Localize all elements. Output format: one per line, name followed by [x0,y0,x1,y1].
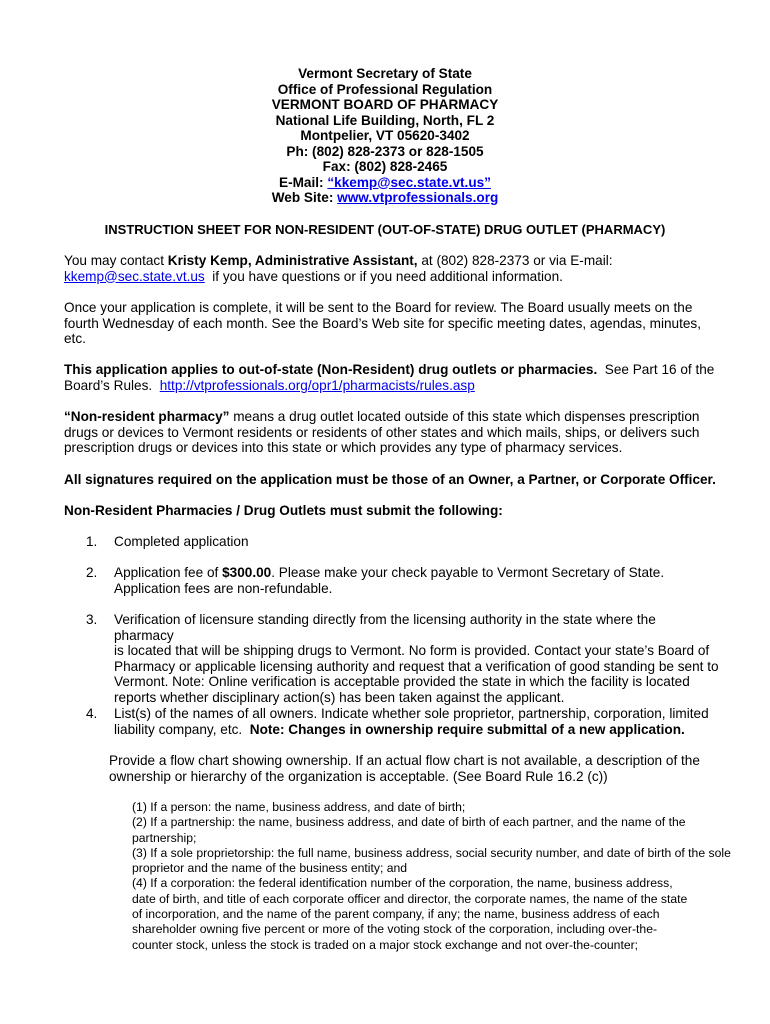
header-email-line [0,175,770,191]
rule-corporation-cont-2: of incorporation, and the name of the parent company, if any; the name, business address of each [132,907,660,922]
flowchart-line-2: ownership or hierarchy of the organization is acceptable. (See Board Rule 16.2 (c)) [109,768,608,784]
rule-person: (1) If a person: the name, business address, and date of birth; [132,800,466,814]
owners-line-1: List(s) of the names of all owners. Indicate whether sole proprietor, partnership, corporation, limited [114,706,709,721]
header-web-line [0,190,770,206]
header-email-link[interactable]: “kkemp@sec.state.vt.us” [327,174,491,190]
definition-term: “Non-resident pharmacy” [64,409,230,424]
rule-corporation-cont-1: date of birth, and title of each corporate officer and director, the corporate names, the name of the state [132,891,688,906]
list-item-number: 3. [86,612,98,627]
signatures-notice: All signatures required on the application must be those of an Owner, a Partner, or Corporate Officer. [64,472,716,487]
rule-partnership-cont: partnership; [132,830,197,845]
contact-suffix: if you have questions or if you need additional information. [204,268,563,284]
header-email-label: E-Mail: [279,174,328,190]
verification-line-2: is located that will be shipping drugs to Vermont. No form is provided. Contact your state’s Board of [114,643,710,659]
list-item-number: 1. [86,534,98,549]
definition-line-1: means a drug outlet located outside of this state which dispenses prescription [229,409,700,424]
rule-corporation: (4) If a corporation: the federal identification number of the corporation, the name, business address, [132,876,673,891]
list-item-text [114,612,719,706]
rule-corporation-cont-4: counter stock, unless the stock is traded on a major stock exchange and not over-the-counter; [132,937,639,952]
definition-paragraph [64,409,724,456]
document-title: INSTRUCTION SHEET FOR NON-RESIDENT (OUT-OF-STATE) DRUG OUTLET (PHARMACY) [104,222,666,237]
fee-rest: . Please make your check payable to Vermont Secretary of State. [271,565,665,580]
applies-rules-label: Board’s Rules. [64,377,160,393]
applies-bold: This application applies to out-of-state (Non-Resident) drug outlets or pharmacies. [64,362,598,377]
ownership-change-note: Note: Changes in ownership require submittal of a new application. [249,721,685,737]
verification-line-3: Pharmacy or applicable licensing authority and request that a verification of good standing be sent to [114,658,719,674]
header-board: VERMONT BOARD OF PHARMACY [271,97,499,112]
contact-prefix: You may contact [64,253,168,268]
ownership-rules-list [132,800,757,953]
review-line-2: fourth Wednesday of each month. See the Board’s Web site for specific meeting dates, agendas, minutes, [64,315,702,331]
header-phone: Ph: (802) 828-2373 or 828-1505 [286,143,484,159]
definition-line-2: drugs or devices to Vermont residents or residents of other states and which mails, ships, or delivers such [64,424,700,440]
rule-partnership: (2) If a partnership: the name, business address, and date of birth of each partner, and the name of the [132,815,686,830]
verification-line-4: Vermont. Note: Online verification is acceptable provided the state in which the facility is located [114,674,690,690]
fee-prefix: Application fee of [114,565,223,580]
contact-name: Kristy Kemp, Administrative Assistant, [167,253,418,268]
verification-line-5: reports whether disciplinary action(s) has been taken against the applicant. [114,689,565,705]
owners-line-2: liability company, etc. [114,721,250,737]
header-agency: Vermont Secretary of State [298,66,472,81]
header-building: National Life Building, North, FL 2 [275,112,495,128]
header-web-label: Web Site: [271,190,338,205]
verification-line-1: Verification of licensure standing directly from the licensing authority in the state where the pharmacy [114,612,656,643]
fee-note: Application fees are non-refundable. [114,580,333,596]
applies-rest: See Part 16 of the [597,362,715,377]
letterhead [0,66,770,206]
review-line-1: Once your application is complete, it will be sent to the Board for review. The Board usually meets on the [64,300,693,315]
flowchart-line-1: Provide a flow chart showing ownership. If an actual flow chart is not available, a description of the [109,753,700,768]
rule-sole-proprietorship-cont: proprietor and the name of the business entity; and [132,861,408,876]
submit-heading: Non-Resident Pharmacies / Drug Outlets must submit the following: [64,503,503,518]
list-item-text: Completed application [114,534,249,549]
header-city: Montpelier, VT 05620-3402 [300,128,470,143]
header-web-link[interactable]: www.vtprofessionals.org [337,190,499,205]
review-line-3: etc. [64,331,86,347]
contact-middle: at (802) 828-2373 or via E-mail: [417,253,613,268]
header-fax: Fax: (802) 828-2465 [322,159,448,174]
contact-email-link[interactable]: kkemp@sec.state.vt.us [64,268,205,284]
rule-corporation-cont-3: shareholder owning five percent or more of the voting stock of the corporation, including over-the- [132,922,658,937]
list-item-text [114,565,719,596]
review-paragraph [64,300,724,347]
rules-link[interactable]: http://vtprofessionals.org/opr1/pharmacists/rules.asp [159,377,475,393]
contact-paragraph [64,253,724,284]
list-item-number: 2. [86,565,98,580]
list-item-number: 4. [86,706,98,721]
fee-amount: $300.00 [222,565,272,580]
list-item-text [114,706,719,737]
rule-sole-proprietorship: (3) If a sole proprietorship: the full name, business address, social security number, and date of birth of the sole [132,845,731,860]
flowchart-paragraph [109,753,714,784]
definition-line-3: prescription drugs or devices into this state or which provides any type of pharmacy services. [64,440,623,456]
applies-paragraph [64,362,724,393]
header-office: Office of Professional Regulation [277,81,493,97]
